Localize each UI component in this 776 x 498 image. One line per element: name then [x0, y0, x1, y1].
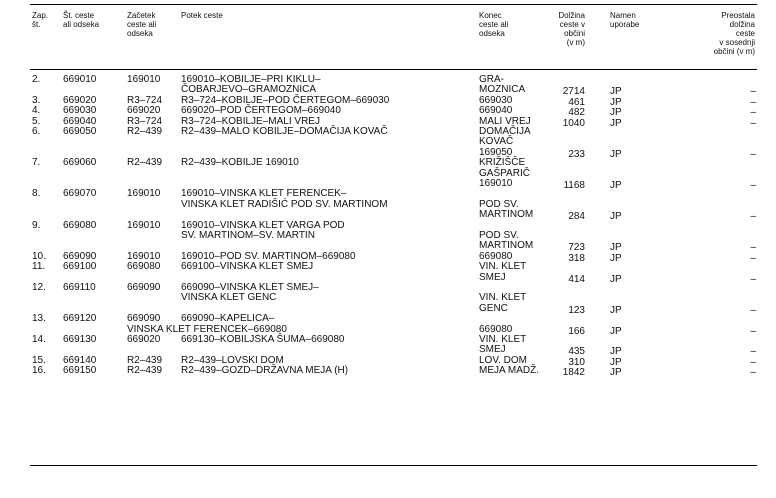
road-start: R3–724 [127, 115, 163, 127]
remaining-length: – [750, 273, 756, 285]
header-konec: Konec ceste ali odseka [479, 11, 509, 38]
road-start: 669020 [127, 334, 161, 345]
road-length: 435 [568, 346, 585, 358]
road-usage: JP [610, 107, 622, 119]
top-rule [30, 4, 757, 5]
road-route: R2–439–MALO KOBILJE–DOMAČIJA KOVAČ [181, 126, 388, 137]
row-number: 2. [32, 74, 41, 85]
road-start: 669090 [127, 282, 161, 293]
road-number: 669030 [63, 105, 97, 117]
row-number: 9. [32, 219, 41, 231]
road-route: VINSKA KLET RADIŠIĆ POD SV. MARTINOM [181, 198, 388, 210]
road-route: R2–439–GOZD–DRŽAVNA MEJA (H) [181, 365, 349, 377]
road-number: 669130 [63, 334, 97, 345]
road-end: KOVAČ [479, 136, 514, 148]
remaining-length: – [750, 86, 756, 98]
road-number: 669070 [63, 188, 97, 200]
header-zac: Začetek ceste ali odseka [127, 11, 157, 38]
road-route: VINSKA KLET GENC [181, 292, 277, 304]
road-end: GAŠPARIČ [479, 167, 530, 179]
header-potek: Potek ceste [181, 11, 223, 20]
remaining-length: – [750, 211, 756, 223]
header-dolzina: Dolžina ceste v občini (v m) [558, 11, 585, 47]
row-number: 13. [32, 313, 46, 325]
row-number: 11. [32, 261, 46, 273]
road-route: 169010–POD SV. MARTINOM–669080 [181, 250, 356, 262]
road-number: 669110 [63, 282, 96, 293]
road-number: 669010 [63, 74, 97, 85]
remaining-length: – [750, 252, 756, 264]
road-usage: JP [610, 117, 622, 129]
remaining-length: – [750, 117, 756, 129]
road-start: R3–724 [127, 94, 163, 106]
road-number: 669060 [63, 157, 97, 169]
road-number: 669080 [63, 219, 97, 231]
row-number: 14. [32, 334, 46, 345]
remaining-length: – [750, 180, 756, 191]
row-number: 7. [32, 157, 41, 169]
road-number: 669040 [63, 115, 97, 127]
road-route: 669090–VINSKA KLET SMEJ– [181, 282, 319, 293]
road-number: 669150 [63, 365, 97, 377]
road-route: 169010–KOBILJE–PRI KIKLU– [181, 74, 321, 85]
road-length: 461 [568, 96, 585, 108]
road-usage: JP [610, 252, 622, 264]
road-usage: JP [610, 148, 622, 160]
road-route: 669130–KOBILJSKA ŠUMA–669080 [181, 334, 345, 345]
road-length: 1040 [562, 117, 585, 129]
road-start: 169010 [127, 250, 161, 262]
road-start: R2–439 [127, 354, 163, 366]
road-usage: JP [610, 273, 622, 285]
bottom-rule [30, 465, 757, 466]
road-usage: JP [610, 96, 622, 108]
remaining-length: – [750, 304, 756, 316]
row-number: 6. [32, 126, 41, 137]
road-usage: JP [610, 211, 622, 223]
road-number: 669100 [63, 261, 97, 273]
road-length: 284 [568, 211, 585, 223]
row-number: 16. [32, 365, 46, 377]
road-length: 123 [568, 304, 585, 316]
remaining-length: – [750, 325, 756, 337]
road-length: 310 [568, 356, 585, 368]
road-start: 169010 [127, 219, 161, 231]
road-route: SV. MARTINOM–SV. MARTIN [181, 230, 315, 241]
road-end: MARTINOM [479, 209, 534, 221]
road-end: MALI VREJ [479, 115, 531, 127]
road-end: VIN. KLET [479, 334, 527, 345]
row-number: 8. [32, 188, 41, 200]
road-end: 169050 [479, 146, 513, 158]
road-start: R2–439 [127, 157, 163, 169]
header-rule [30, 69, 757, 70]
road-usage: JP [610, 346, 622, 358]
remaining-length: – [750, 107, 756, 119]
road-route: R3–724–KOBILJE–POD ČERTEGOM–669030 [181, 94, 390, 106]
road-end: MEJA MADŽ. [479, 365, 540, 377]
road-route: 669020–POD ČERTEGOM–669040 [181, 105, 341, 117]
road-end: 169010 [479, 178, 513, 189]
road-number: 669090 [63, 250, 97, 262]
road-end: VIN. KLET [479, 292, 527, 304]
road-usage: JP [610, 304, 622, 316]
road-end: MOZNICA [479, 84, 526, 96]
road-end: 669040 [479, 105, 513, 117]
road-length: 233 [568, 148, 585, 160]
road-length: 166 [568, 325, 585, 337]
road-length: 2714 [562, 86, 585, 98]
remaining-length: – [750, 96, 756, 108]
road-usage: JP [610, 356, 622, 368]
road-end: KRIŽIŠČE [479, 157, 526, 169]
road-route: R3–724–KOBILJE–MALI VREJ [181, 115, 320, 127]
road-start: 669080 [127, 261, 161, 273]
remaining-length: – [750, 242, 756, 254]
remaining-length: – [750, 367, 756, 379]
road-route: R2–439–KOBILJE 169010 [181, 157, 299, 169]
road-number: 669020 [63, 94, 97, 106]
row-number: 12. [32, 282, 46, 293]
road-start: 169010 [127, 188, 161, 200]
road-end: POD SV. [479, 230, 519, 241]
road-end: MARTINOM [479, 240, 534, 252]
road-route: 669090–KAPELICA– [181, 313, 275, 325]
road-end: DOMAČIJA [479, 126, 531, 137]
header-st: Št. ceste ali odseka [63, 11, 100, 29]
road-number: 669050 [63, 126, 97, 137]
road-length: 318 [568, 252, 585, 264]
road-route: R2–439–LOVSKI DOM [181, 354, 284, 366]
remaining-length: – [750, 356, 756, 368]
road-start: 669020 [127, 105, 161, 117]
road-route: ČOBARJEVO–GRAMOZNICA [181, 84, 317, 96]
header-preostala: Preostala dolžina ceste v sosednji občini (v m) [713, 11, 755, 56]
road-usage: JP [610, 86, 622, 98]
road-length: 482 [568, 107, 585, 119]
road-end: 669080 [479, 323, 513, 335]
road-usage: JP [610, 242, 622, 254]
road-route: 169010–VINSKA KLET VARGA POD [181, 219, 345, 231]
road-length: 1842 [562, 367, 585, 379]
road-end: GENC [479, 302, 508, 314]
row-number: 3. [32, 94, 41, 106]
road-end: GRA- [479, 74, 504, 85]
road-usage: JP [610, 367, 622, 379]
road-route: 169010–VINSKA KLET FERENCEK– [181, 188, 347, 200]
road-end: VIN. KLET [479, 261, 527, 273]
road-usage: JP [610, 180, 622, 191]
road-end: 669030 [479, 94, 513, 106]
row-number: 5. [32, 115, 41, 127]
road-start: R2–439 [127, 126, 163, 137]
remaining-length: – [750, 346, 756, 358]
road-start: 669090 [127, 313, 161, 325]
road-end: SMEJ [479, 271, 506, 283]
row-number: 15. [32, 354, 46, 366]
road-route: VINSKA KLET FERENCEK–669080 [127, 323, 287, 335]
row-number: 10. [32, 250, 46, 262]
road-end: POD SV. [479, 198, 519, 210]
road-route: 669100–VINSKA KLET SMEJ [181, 261, 314, 273]
road-start: R2–439 [127, 365, 163, 377]
road-end: LOV. DOM [479, 354, 527, 366]
road-length: 414 [568, 273, 585, 285]
header-namen: Namen uporabe [610, 11, 640, 29]
road-number: 669140 [63, 354, 97, 366]
road-length: 723 [568, 242, 585, 254]
road-start: 169010 [127, 74, 161, 85]
road-end: SMEJ [479, 344, 506, 356]
header-zap: Zap. št. [32, 11, 49, 29]
road-number: 669120 [63, 313, 97, 325]
road-end: 669080 [479, 250, 513, 262]
road-usage: JP [610, 325, 622, 337]
road-length: 1168 [563, 180, 585, 191]
row-number: 4. [32, 105, 41, 117]
remaining-length: – [750, 148, 756, 160]
